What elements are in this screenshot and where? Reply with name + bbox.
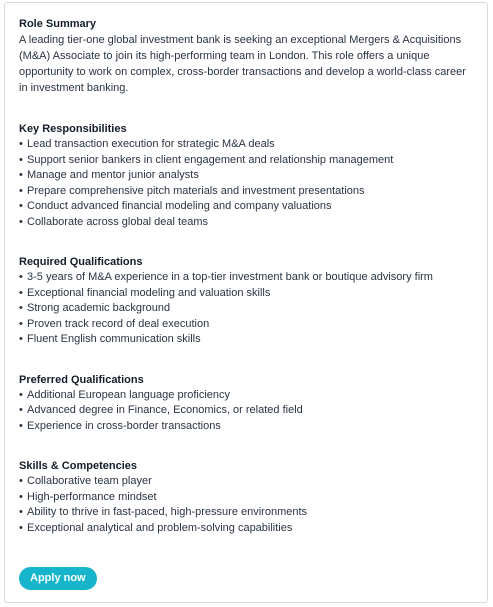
- role-summary-text: A leading tier-one global investment bank is seeking an exceptional Mergers & Acquisitions (M&A) Associate to join its high-performing team in London. This role offers a unique opportunity to work on complex, cross-border transactions and develop a world-class career in investment banking.: [19, 34, 466, 94]
- bullet-icon: •: [19, 475, 23, 487]
- list-item: [19, 215, 473, 231]
- list-item-text: Collaborative team player: [27, 475, 152, 487]
- preferred-qualifications-list: [19, 388, 473, 435]
- bullet-icon: •: [19, 169, 23, 181]
- skills-competencies-list: [19, 474, 473, 536]
- list-item-text: Conduct advanced financial modeling and company valuations: [27, 200, 332, 212]
- role-summary-heading: Role Summary: [19, 18, 97, 30]
- list-item-text: Lead transaction execution for strategic M&A deals: [27, 138, 275, 150]
- required-qualifications-section: [19, 255, 473, 348]
- list-item-text: Prepare comprehensive pitch materials and investment presentations: [27, 184, 365, 197]
- bullet-icon: •: [19, 419, 23, 432]
- list-item: [19, 199, 473, 215]
- list-item: [19, 474, 473, 490]
- bullet-icon: •: [19, 404, 23, 416]
- list-item-text: Strong academic background: [27, 302, 171, 314]
- skills-competencies-heading: Skills & Competencies: [19, 460, 137, 472]
- list-item: [19, 270, 473, 286]
- list-item: [19, 388, 473, 404]
- bullet-icon: •: [19, 521, 23, 534]
- list-item-text: Experience in cross-border transactions: [27, 419, 221, 432]
- list-item: [19, 419, 473, 435]
- list-item: [19, 332, 473, 348]
- list-item-text: High-performance mindset: [27, 490, 157, 503]
- required-qualifications-heading: Required Qualifications: [19, 256, 143, 268]
- key-responsibilities-heading: Key Responsibilities: [19, 123, 127, 135]
- key-responsibilities-section: [19, 122, 473, 230]
- bullet-icon: •: [19, 200, 23, 212]
- list-item-text: Support senior bankers in client engagement and relationship management: [27, 153, 394, 166]
- list-item-text: Additional European language proficiency: [27, 388, 231, 401]
- list-item: [19, 505, 473, 521]
- list-item: [19, 403, 473, 419]
- list-item: [19, 137, 473, 153]
- list-item-text: Exceptional analytical and problem-solving capabilities: [27, 521, 293, 534]
- bullet-icon: •: [19, 506, 23, 518]
- bullet-icon: •: [19, 333, 23, 345]
- bullet-icon: •: [19, 286, 23, 299]
- bullet-icon: •: [19, 271, 23, 283]
- list-item-text: Fluent English communication skills: [27, 333, 201, 345]
- list-item: [19, 184, 473, 200]
- bullet-icon: •: [19, 215, 23, 228]
- bullet-icon: •: [19, 138, 23, 150]
- job-description-card: [4, 2, 488, 603]
- list-item: [19, 490, 473, 506]
- bullet-icon: •: [19, 184, 23, 197]
- list-item: [19, 301, 473, 317]
- list-item-text: Manage and mentor junior analysts: [27, 169, 199, 181]
- list-item-text: Proven track record of deal execution: [27, 317, 210, 330]
- bullet-icon: •: [19, 153, 23, 166]
- list-item-text: Exceptional financial modeling and valuation skills: [27, 286, 271, 299]
- list-item-text: 3-5 years of M&A experience in a top-tier investment bank or boutique advisory firm: [27, 271, 433, 283]
- list-item: [19, 317, 473, 333]
- bullet-icon: •: [19, 317, 23, 330]
- bullet-icon: •: [19, 302, 23, 314]
- list-item-text: Advanced degree in Finance, Economics, or related field: [27, 404, 303, 416]
- preferred-qualifications-section: [19, 373, 473, 435]
- list-item-text: Collaborate across global deal teams: [27, 215, 208, 228]
- role-summary-section: [19, 17, 473, 96]
- required-qualifications-list: [19, 270, 473, 348]
- list-item: [19, 286, 473, 302]
- list-item: [19, 168, 473, 184]
- list-item: [19, 153, 473, 169]
- key-responsibilities-list: [19, 137, 473, 230]
- apply-now-button[interactable]: Apply now: [19, 567, 97, 590]
- list-item: [19, 521, 473, 537]
- skills-competencies-section: [19, 459, 473, 536]
- list-item-text: Ability to thrive in fast-paced, high-pressure environments: [27, 506, 308, 518]
- bullet-icon: •: [19, 388, 23, 401]
- preferred-qualifications-heading: Preferred Qualifications: [19, 373, 144, 386]
- bullet-icon: •: [19, 490, 23, 503]
